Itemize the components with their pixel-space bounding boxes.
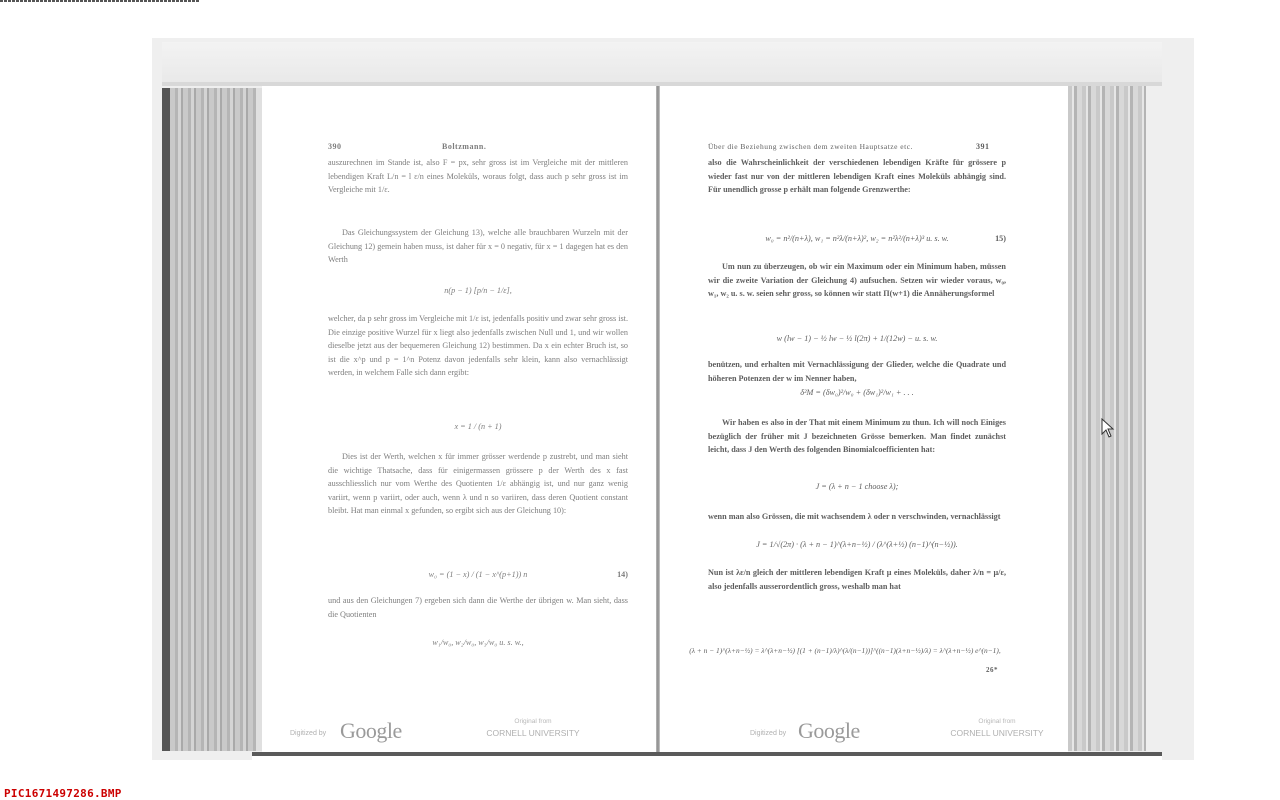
right-paragraph-2: Um nun zu überzeugen, ob wir ein Maximum oder ein Minimum haben, müssen wir die zweite Variation der Gleichung 4) aufsuchen. Setzen wir wieder voraus, w₀, w₁, w₂ u. s. w. seien sehr gross, so können wir statt Π(w+1) die Annäherungsformel [708,262,1006,298]
right-paragraph-6: Nun ist λε/n gleich der mittleren lebendigen Kraft μ eines Moleküls, daher λ/n = μ/ε, also jedenfalls ausserordentlich gross, weshalb man hat [708,568,1006,591]
scan-bottom-margin [252,756,1162,760]
right-running-head: Über die Beziehung zwischen dem zweiten Hauptsatze etc. [708,142,913,151]
mouse-pointer-icon [1101,418,1115,438]
right-equation-1 [708,234,1006,243]
scan-top-margin [162,42,1162,82]
google-logo: Google [798,718,860,743]
left-page-edges [162,88,262,751]
cornell-university-label: CORNELL UNIVERSITY [950,728,1044,738]
right-equation-5: J = 1/√(2π) · (λ + n − 1)^(λ+n−½) / (λ^(λ+½) (n−1)^(n−½)). [756,540,958,549]
left-equation-4: w₁/w₀, w₂/w₀, w₃/w₀ u. s. w., [432,638,524,647]
left-page [262,86,656,754]
left-watermark [262,718,656,744]
right-paragraph-3: benützen, und erhalten mit Vernachlässigung der Glieder, welche die Quadrate und höheren Potenzen der w im Nenner haben, [708,360,1006,383]
right-signature-mark: 26* [986,666,998,674]
right-equation-3: δ²M = (δw₀)²/w₀ + (δw₁)²/w₁ + . . . [800,388,914,397]
left-page-number: 390 [328,142,342,151]
right-watermark [660,718,1068,744]
left-paragraph-3: welcher, da p sehr gross im Vergleiche mit 1/ε ist, jedenfalls positiv und zwar sehr gross ist. Die einzige positive Wurzel für x liegt also jedenfalls zwischen Null und 1, und wir wollen dieselbe jetzt aus der bequemeren Gleichung 12) bestimmen. Da x ein echter Bruch ist, so ist die x^p und p = 1^n Potenz davon jedenfalls sehr klein, kann also vernachlässigt werden, in welchem Falle sich dann ergibt: [328,314,629,377]
digitized-by-label: Digitized by [290,730,327,737]
original-from-label: Original from [514,718,552,725]
right-equation-1-number: 15) [995,234,1006,243]
right-page-number: 391 [976,142,990,151]
left-equation-1: n(p − 1) [p/n − 1/ε], [444,286,512,295]
google-logo: Google [340,718,402,743]
left-running-head: Boltzmann. [442,142,487,151]
left-equation-2: x = 1 / (n + 1) [454,422,502,431]
image-filename-caption: PIC1671497286.BMP [4,787,122,800]
right-paragraph-1: also die Wahrscheinlichkeit der verschiedenen lebendigen Kräfte für grössere p wieder fast nur von der mittleren lebendigen Kraft eines Moleküls abhängig sind. Für unendlich grosse p erhält man folgende Grenzwerthe: [708,158,1006,194]
right-equation-2: w (lw − 1) − ½ lw − ½ l(2π) + 1/(12w) − u. s. w. [776,334,938,343]
right-paragraph-5: wenn man also Grössen, die mit wachsendem λ oder n verschwinden, vernachlässigt [708,512,1001,521]
left-equation-3-body: w₀ = (1 − x) / (1 − x^(p+1)) n [428,570,528,579]
top-dotted-line [0,0,200,2]
right-equation-1-body: w₀ = n²/(n+λ), w₁ = n²λ/(n+λ)², w₂ = n²λ²/(n+λ)³ u. s. w. [765,234,949,243]
left-paragraph-4: Dies ist der Werth, welchen x für immer grösser werdende p zustrebt, und man sieht die wichtige Thatsache, dass für einigermassen grössere p der Werth des x fast ausschliesslich nur vom Werthe des Quotienten 1/ε abhängig ist, und nur ganz wenig variirt, wenn p variirt, oder auch, wenn λ und n so variiren, dass deren Quotient constant bleibt. Hat man einmal x gefunden, so ergibt sich aus der Gleichung 10): [328,452,628,515]
left-paragraph-1: auszurechnen im Stande ist, also F = px, sehr gross ist im Vergleiche mit der mittleren lebendigen Kraft L/n = l ε/n eines Moleküls, woraus folgt, dass auch p sehr gross ist im Vergleiche mit 1/ε. [328,158,628,194]
right-paragraph-4: Wir haben es also in der That mit einem Minimum zu thun. Ich will noch Einiges bezüglich der früher mit J bezeichneten Grösse bemerken. Man findet zunächst leicht, dass J den Werth des folgenden Binomialcoefficienten hat: [708,418,1006,454]
right-page [660,86,1068,754]
right-equation-6: (λ + n − 1)^(λ+n−½) = λ^(λ+n−½) [(1 + (n−1)/λ)^(λ/(n−1))]^((n−1)(λ+n−½)/λ) = λ^(λ+n−½) e^(n−1), [689,646,1001,655]
left-equation-3 [328,570,628,579]
left-equation-3-number: 14) [617,570,628,579]
scanned-book-image [152,38,1194,760]
left-paragraph-5: und aus den Gleichungen 7) ergeben sich dann die Werthe der übrigen w. Man sieht, dass die Quotienten [328,596,628,619]
digitized-by-label: Digitized by [750,730,787,737]
left-paragraph-2: Das Gleichungssystem der Gleichung 13), welche alle brauchbaren Wurzeln mit der Gleichung 12) gemein haben muss, ist daher für x = 0 negativ, für x = 1 dagegen hat es den Werth [328,228,628,264]
original-from-label: Original from [978,718,1016,725]
cornell-university-label: CORNELL UNIVERSITY [486,728,580,738]
right-equation-4: J = (λ + n − 1 choose λ); [815,482,899,491]
